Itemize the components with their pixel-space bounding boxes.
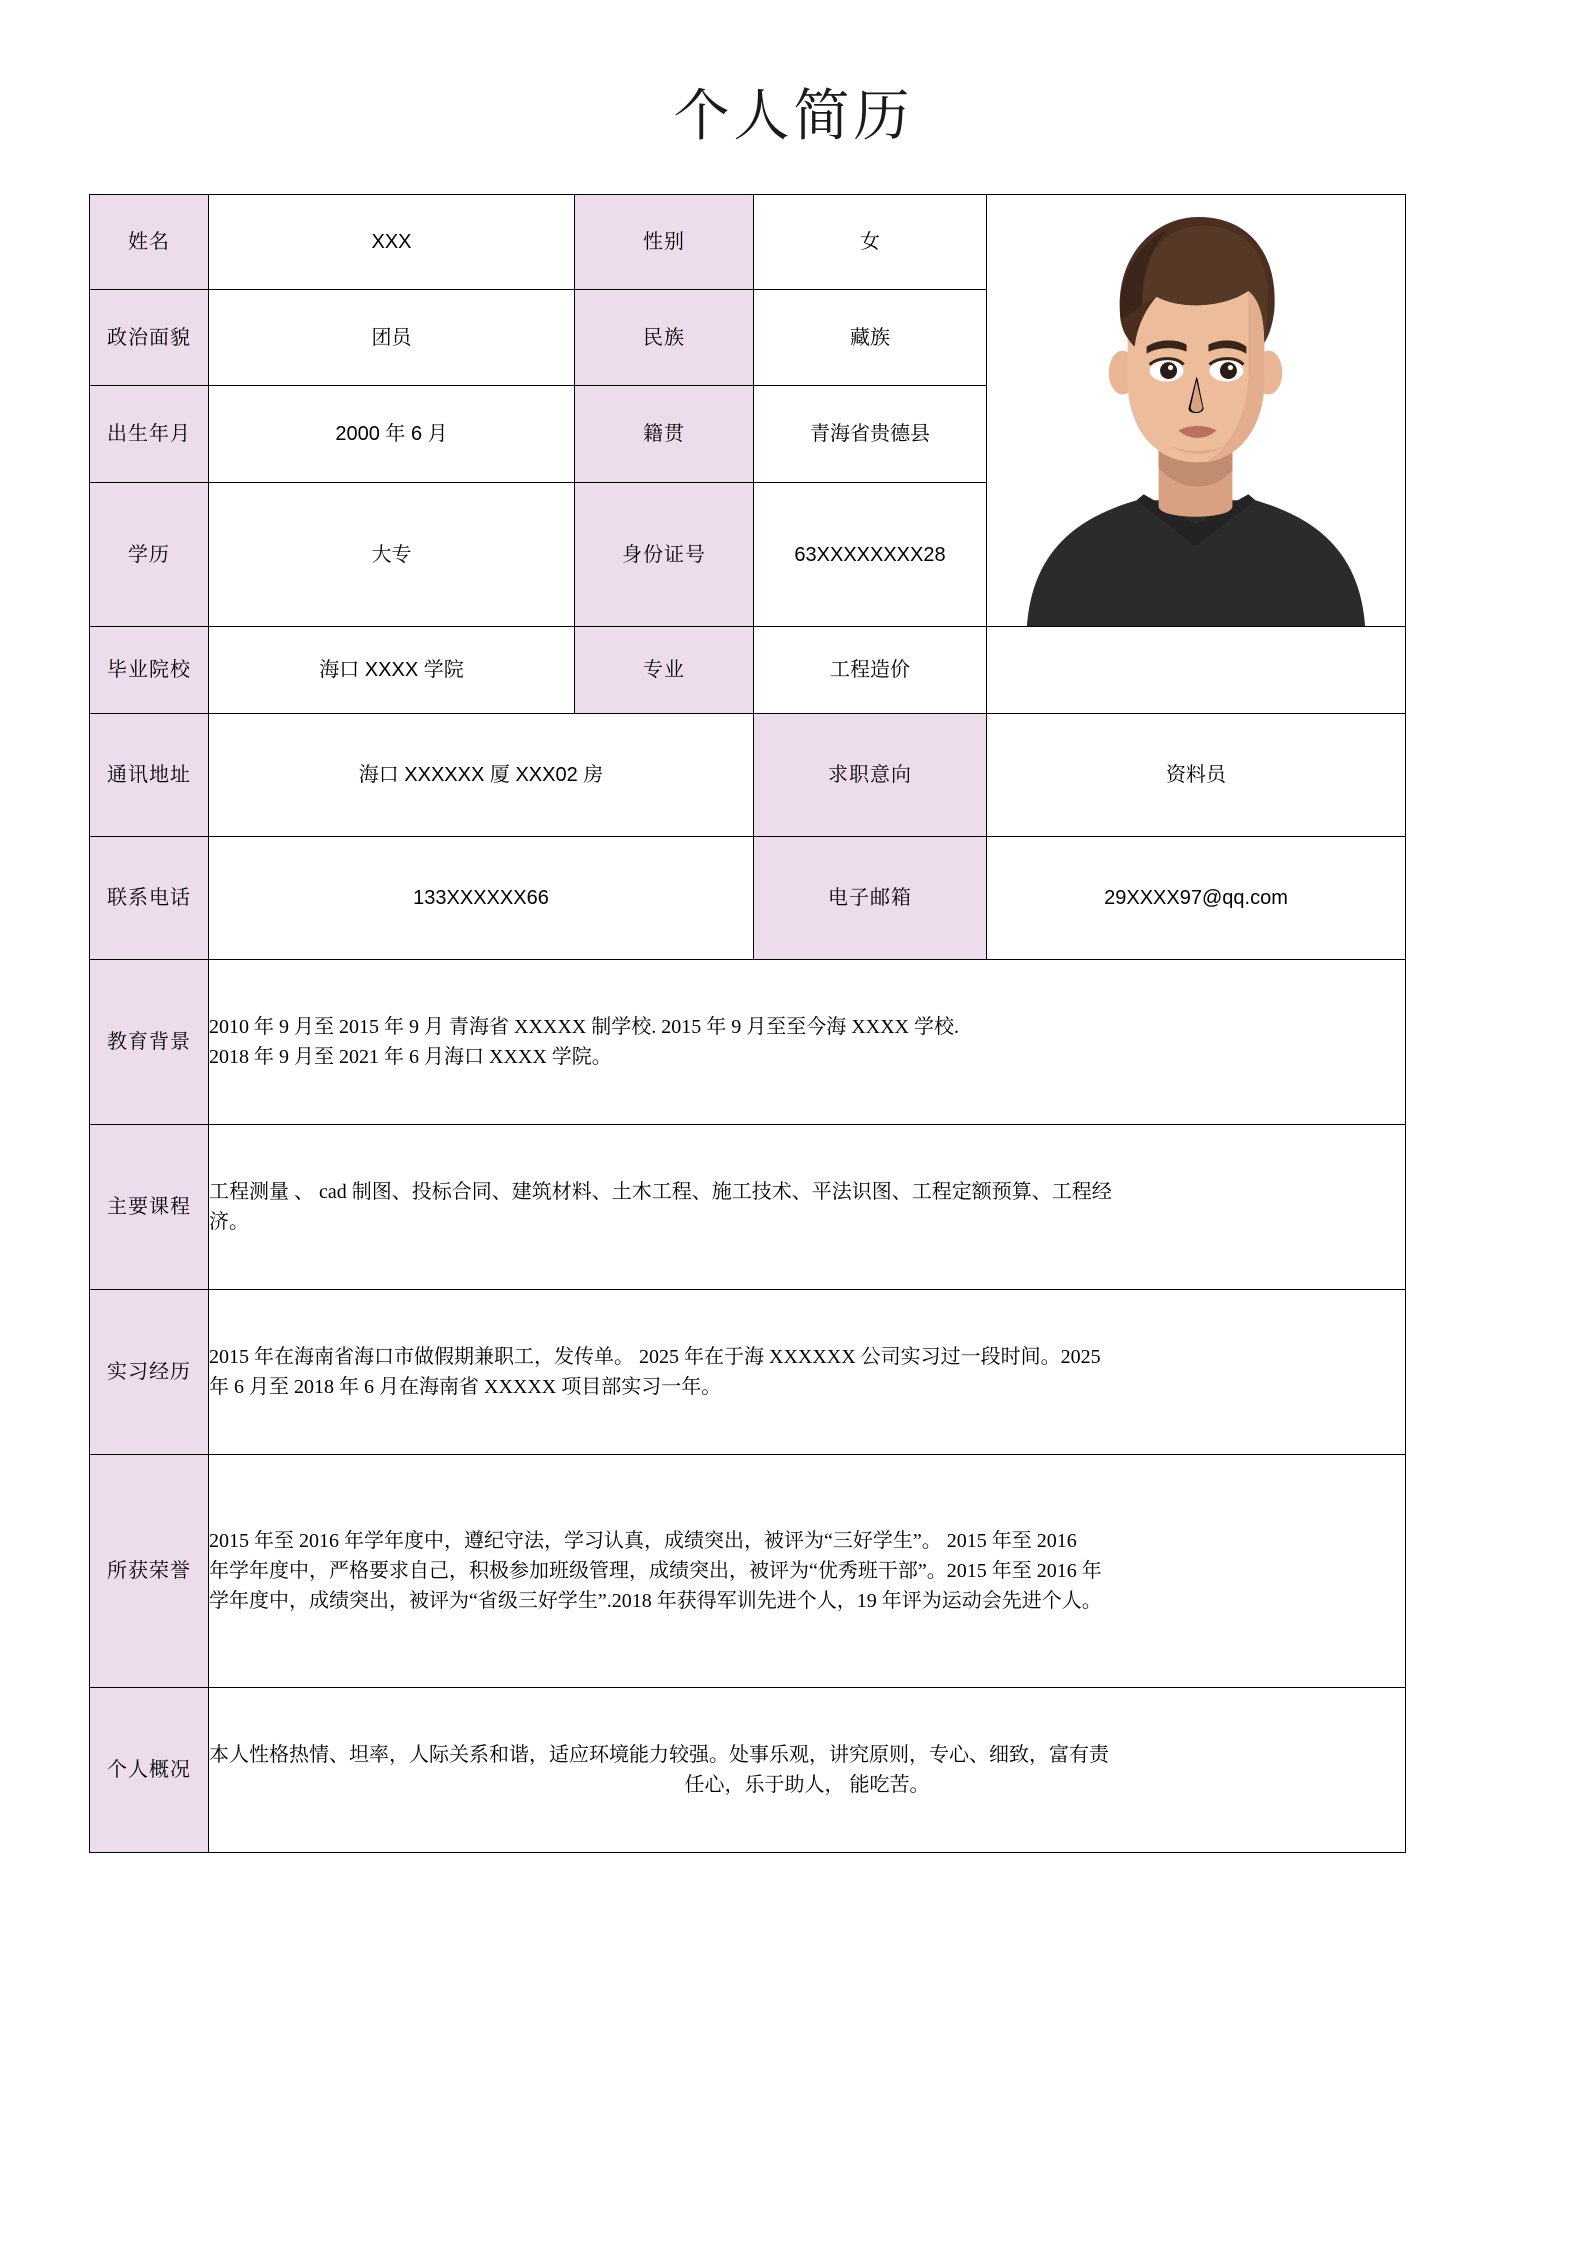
main-courses-line-1: 工程测量 、 cad 制图、投标合同、建筑材料、土木工程、施工技术、平法识图、工程定额预算、工程经 (209, 1180, 1112, 1203)
gender-value: 女 (754, 195, 987, 290)
education-background-value (209, 959, 1406, 1124)
personal-profile-value (209, 1687, 1406, 1852)
ethnicity-value: 藏族 (754, 289, 987, 386)
origin-label: 籍贯 (575, 386, 754, 483)
education-background-line-1: 2010 年 9 月至 2015 年 9 月 青海省 XXXXX 制学校. 2015 年 9 月至至今海 XXXX 学校. (209, 1015, 959, 1038)
internship-line-2: 年 6 月至 2018 年 6 月在海南省 XXXXX 项目部实习一年。 (209, 1375, 722, 1398)
email-label: 电子邮箱 (754, 836, 987, 959)
table-row-school (90, 626, 1406, 713)
id-number-value: 63XXXXXXXX28 (754, 483, 987, 627)
name-value: XXX (209, 195, 575, 290)
photo-cell-filler (987, 626, 1406, 713)
gender-label: 性别 (575, 195, 754, 290)
political-value: 团员 (209, 289, 575, 386)
origin-value: 青海省贵德县 (754, 386, 987, 483)
political-label: 政治面貌 (90, 289, 209, 386)
honors-value (209, 1454, 1406, 1687)
school-value: 海口 XXXX 学院 (209, 626, 575, 713)
address-value: 海口 XXXXXX 厦 XXX02 房 (209, 713, 754, 836)
honors-label: 所获荣誉 (90, 1454, 209, 1687)
internship-line-1: 2015 年在海南省海口市做假期兼职工，发传单。 2025 年在于海 XXXXXX 公司实习过一段时间。2025 (209, 1345, 1101, 1368)
internship-label: 实习经历 (90, 1289, 209, 1454)
major-value: 工程造价 (754, 626, 987, 713)
page-title: 个人简历 (673, 86, 914, 148)
name-label: 姓名 (90, 195, 209, 290)
table-row-personal-profile (90, 1687, 1406, 1852)
id-number-label: 身份证号 (575, 483, 754, 627)
table-row-main-courses (90, 1124, 1406, 1289)
honors-line-2: 年学年度中，严格要求自己，积极参加班级管理，成绩突出，被评为“优秀班干部”。2015 年至 2016 年 (209, 1559, 1102, 1582)
honors-line-3: 学年度中，成绩突出，被评为“省级三好学生”.2018 年获得军训先进个人，19 年评为运动会先进个人。 (209, 1589, 1102, 1612)
main-courses-value (209, 1124, 1406, 1289)
table-row-address (90, 713, 1406, 836)
portrait-photo-cell (987, 195, 1406, 627)
applicant-portrait-illustration (987, 195, 1405, 626)
school-label: 毕业院校 (90, 626, 209, 713)
table-row-internship (90, 1289, 1406, 1454)
education-level-label: 学历 (90, 483, 209, 627)
internship-value (209, 1289, 1406, 1454)
main-courses-label: 主要课程 (90, 1124, 209, 1289)
education-background-line-2: 2018 年 9 月至 2021 年 6 月海口 XXXX 学院。 (209, 1045, 612, 1068)
personal-profile-line-1: 本人性格热情、坦率，人际关系和谐，适应环境能力较强。处事乐观，讲究原则，专心、细致，富有责 (209, 1743, 1109, 1766)
address-label: 通讯地址 (90, 713, 209, 836)
job-intent-value: 资料员 (987, 713, 1406, 836)
personal-profile-label: 个人概况 (90, 1687, 209, 1852)
table-row-name (90, 195, 1406, 290)
personal-profile-line-2: 任心，乐于助人， 能吃苦。 (684, 1773, 930, 1796)
table-row-phone (90, 836, 1406, 959)
birth-label: 出生年月 (90, 386, 209, 483)
birth-value: 2000 年 6 月 (209, 386, 575, 483)
phone-label: 联系电话 (90, 836, 209, 959)
email-value: 29XXXX97@qq.com (987, 836, 1406, 959)
table-row-education-background (90, 959, 1406, 1124)
education-background-label: 教育背景 (90, 959, 209, 1124)
main-courses-line-2: 济。 (209, 1210, 249, 1233)
phone-value: 133XXXXXX66 (209, 836, 754, 959)
job-intent-label: 求职意向 (754, 713, 987, 836)
ethnicity-label: 民族 (575, 289, 754, 386)
education-level-value: 大专 (209, 483, 575, 627)
resume-info-table (89, 194, 1406, 1853)
honors-line-1: 2015 年至 2016 年学年度中，遵纪守法，学习认真，成绩突出，被评为“三好学生”。 2015 年至 2016 (209, 1529, 1077, 1552)
table-row-honors (90, 1454, 1406, 1687)
major-label: 专业 (575, 626, 754, 713)
